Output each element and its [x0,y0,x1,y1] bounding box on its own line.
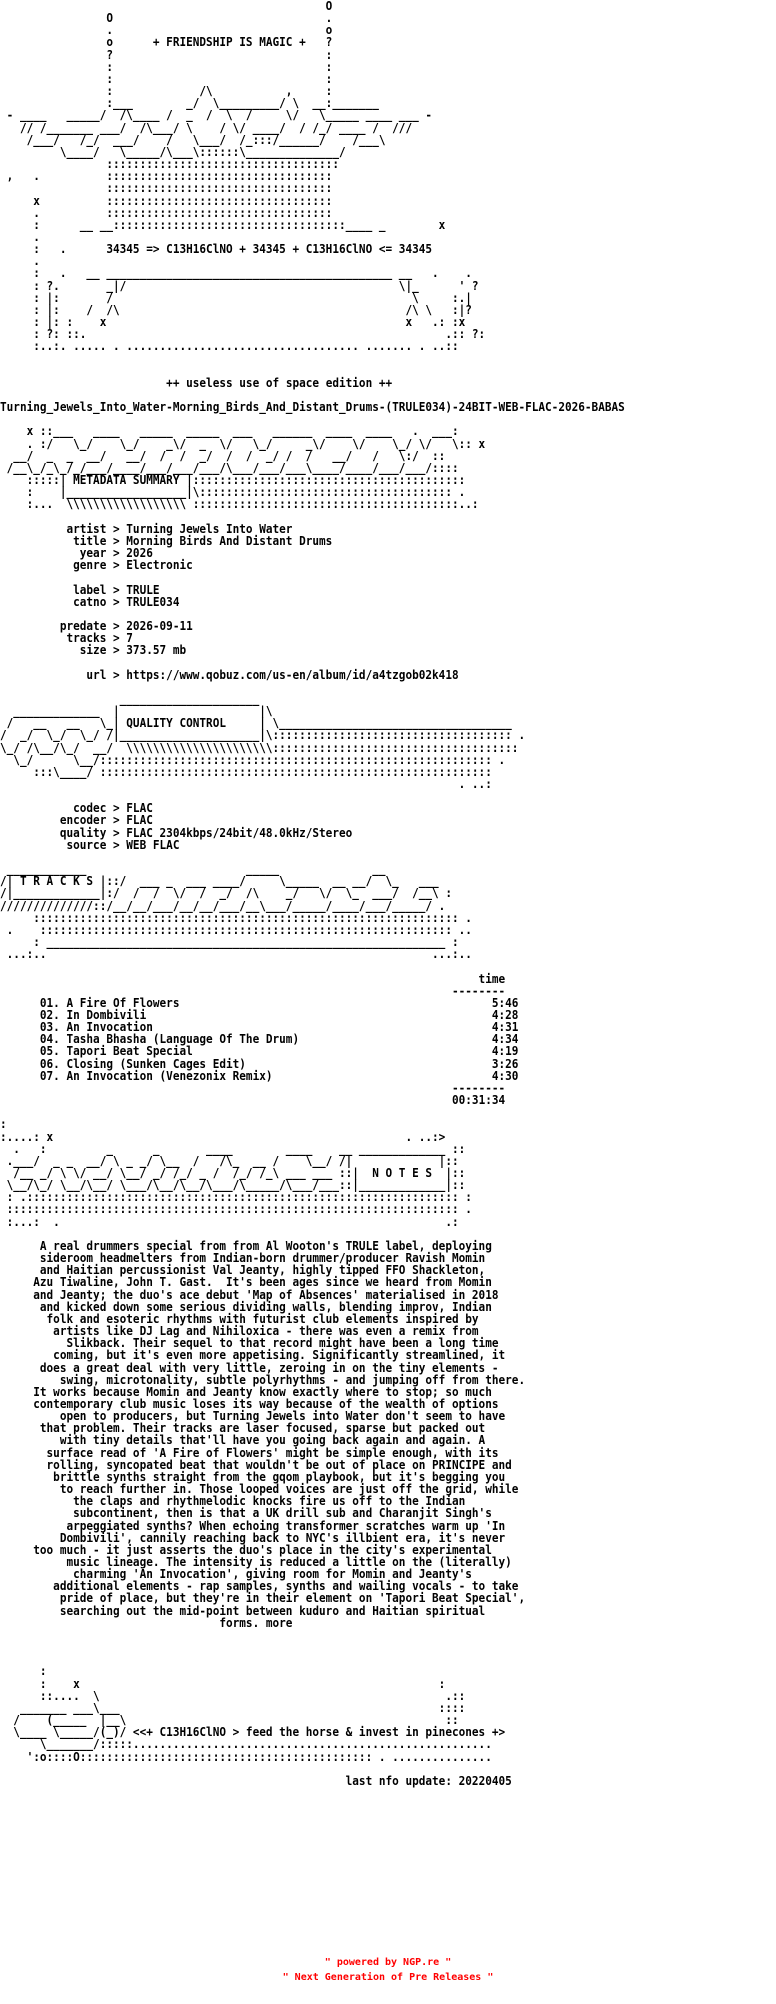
tracks-rule-bottom: -------- [451,1080,506,1095]
tracks-section-art: ____________ _____ __ /| T R A C K S |::/ ___ _ ___ ____/ \_____ __ __/ \_ ___ /|_____________|:/ / / \/ / _/ /\ _/ \/ \_ ___/ /__\ : //////////////::/__/__/___/__/__/___/__\___/_____/____/___/_____/ . :::::::::::::::::::::::::::::::::::::::::::::::::::::::::::::::: . . :::::::::::::::::::::::::::::::::::::::::::::::::::::::::::::: .. : ____________________________________________________________ : ...:.. ...:.. [0,862,472,962]
quality-section-art: _____________________ _____________ | |\ / __ __ \_| QUALITY CONTROL | \___________________________________ / _/ \_/ \_/ /|_____________________|\:::::::::::::::::::::::::::::::::::: . \_/ /\__/\_/ __/ \\\\\\\\\\\\\\\\\\\\\\::::::::::::::::::::::::::::::::::::: \_/ \__/::::::::::::::::::::::::::::::::::::::::::::::::::::::::::: . :::\____/ ::::::::::::::::::::::::::::::::::::::::::::::::::::::::::: . ..: [0,691,526,791]
header-art: O O . . o o + FRIENDSHIP IS MAGIC + ? ? : : : : : : /\ , : :___ _/ \_________/ \ __:_______ - ____ _____/ /\____ / _ / \ / \/ \_____ ____ ___ - // /_______ ___/ /\___/ \ / \/ ____/ / /_/ ____ / /// /___/ /_/ ___/ / \___/ /_:::/______/ /___\ \____/ \_____/\___\::::::\______________/ ::::::::::::::::::::::::::::::::::: , . :::::::::::::::::::::::::::::::::: :::::::::::::::::::::::::::::::::: x :::::::::::::::::::::::::::::::::: . :::::::::::::::::::::::::::::::::: : __ __:::::::::::::::::::::::::::::::::::____ _ x . : . 34345 => C13H16ClNO + 34345 + C13H16ClNO <= 34345 . : . __ ___________________________________________ __ . . : ?. _|/ \|_ ' ? : |: / \ :.| : |: / /\ /\ \ :|? : |: : x x .: :x : ?: ::. .:: ?: :..:. ..... . ................................... ....... . ..:: [6,0,486,354]
notes-section-art: : :....: x . ..:> . : _ _ ____ ____ __ _____________ :: .___/ _ _ __/ \ _ _/ \__ / /\_ __ / \__/ /| |:: /__ _/ \ \/ __/ \__/ _/ /_/ _ / /_/ /_\ ___ ___ ::| N O T E S |:: \__/\_/ \__/\__/ \___/\__/\__/\___/\_____/\___/___::|_____________|:: : .::::::::::::::::::::::::::::::::::::::::::::::::::::::::::::::::: : :::::::::::::::::::::::::::::::::::::::::::::::::::::::::::::::::::: . :...: . .: [0,1117,472,1229]
notes-text: A real drummers special from from Al Wooton's TRULE label, deploying sideroom headmelters from Indian-born drummer/producer Ravish Momin and Haitian percussionist Val Jeanty, highly tipped FFO Shackleton, Azu Tiwaline, John T. Gast. It's been ages since we heard from Momin and Jeanty; the duo's ace debut 'Map of Absences' materialised in 2018 and kicked down some serious dividing walls, blending improv, Indian folk and esoteric rhythms with futurist club elements inspired by artists like DJ Lag and Nihiloxica - there was even a remix from Slikback. Their sequel to that record might have been a long time coming, but it's even more appetising. Significantly streamlined, it does a great deal with very little, zeroing in on the tiny elements - swing, microtonality, subtle polyrhythms - and jumping off from there. It works because Momin and Jeanty know exactly where to stop; so much contemporary club music loses its way because of the wealth of options open to producers, but Turning Jewels into Water don't seem to have that problem. Their tracks are laser focused, sparse but packed out with tiny details that'll have you going back again and again. A surface read of 'A Fire of Flowers' might be simple enough, with its rolling, syncopated beat that wouldn't be out of place on PRINCIPE and brittle synths straight from the gqom playbook, but it's begging you to reach further in. Those looped voices are just off the grid, while the claps and rhythmelodic knocks fire us off to the Indian subcontinent, then is that a UK drill sub and Charanjit Singh's arpeggiated synths? When echoing transformer scratches warm up 'In Dombivili', cannily reaching back to NYC's illbient era, it's never too much - it just asserts the duo's place in the city's experimental music lineage. The intensity is reduced a little on the (literally) charming 'An Invocation', giving room for Momin and Jeanty's additional elements - rap samples, synths and wailing vocals - to take pride of place, but they're in their element on 'Tapori Beat Special', searching out the mid-point between kuduro and Haitian spiritual forms. more [33,1238,526,1630]
total-time: 00:31:34 [451,1093,506,1108]
metadata-section-art: x ::___ ____ _____ _____ ___ ______ ____ ____ . ___: . :/ \_/ \_/ _\/ _ \/ \_/ _\/ \/ \_/ \/ \:: x __/ _ _ __/ __/ / / _/ / / _/ / / __/ / \:/ :: /__\_/_\_/_/___/____/___/___/___/\___/___/___\____/____/___/___/:::: :::::| METADATA SUMMARY |::::::::::::::::::::::::::::::::::::::::: : |__________________|\:::::::::::::::::::::::::::::::::::::: . :... \\\\\\\\\\\\\\\\\\ ::::::::::::::::::::::::::::::::::::::::..: [6,424,486,512]
quality-list: codec > FLAC encoder > FLAC quality > FLAC 2304kbps/24bit/48.0kHz/Stereo source > WEB FLAC [59,801,353,852]
footer-art: : : x : ::.... \ .:: _______ ___\___ :::: / (_____ |__\ :: \____ \_____/(_)/ <<+ C13H16ClNO > feed the horse & invest in pinecones +> \_______/:::::...................................................... ':o::::O:::::::::::::::::::::::::::::::::::::::::::: . ............... [13,1664,506,1764]
release-name: Turning_Jewels_Into_Water-Morning_Birds_And_Distant_Drums-(TRULE034)-24BIT-WEB-FLAC-2026-BABAS [0,400,625,415]
tracks-time-header: time [478,971,506,986]
metadata-list: artist > Turning Jewels Into Water title > Morning Birds And Distant Drums year > 2026 genre > Electronic label > TRULE catno > TRULE034 predate > 2026-09-11 tracks > 7 size > 373.57 mb url > https://www.qobuz.com/us-en/album/id/a4tzgob02k418 [59,521,459,682]
ngp-tagline: " Next Generation of Pre Releases " [282,1972,494,1983]
powered-by-link[interactable]: " powered by NGP.re " [324,1957,452,1968]
tracks-rule-top: -------- [451,983,506,998]
last-update-label: last nfo update: [345,1773,452,1788]
track-list: 01. A Fire Of Flowers 5:46 02. In Dombivili 4:28 03. An Invocation 4:31 04. Tasha Bhasha (Language Of The Drum) 4:34 05. Tapori Beat Special 4:19 06. Closing (Sunken Cages Edit) 3:26 07. An Invocation (Venezonix Remix) 4:30 [39,995,519,1083]
last-update-value: 20220405 [458,1773,512,1788]
edition-label: ++ useless use of space edition ++ [166,375,393,390]
